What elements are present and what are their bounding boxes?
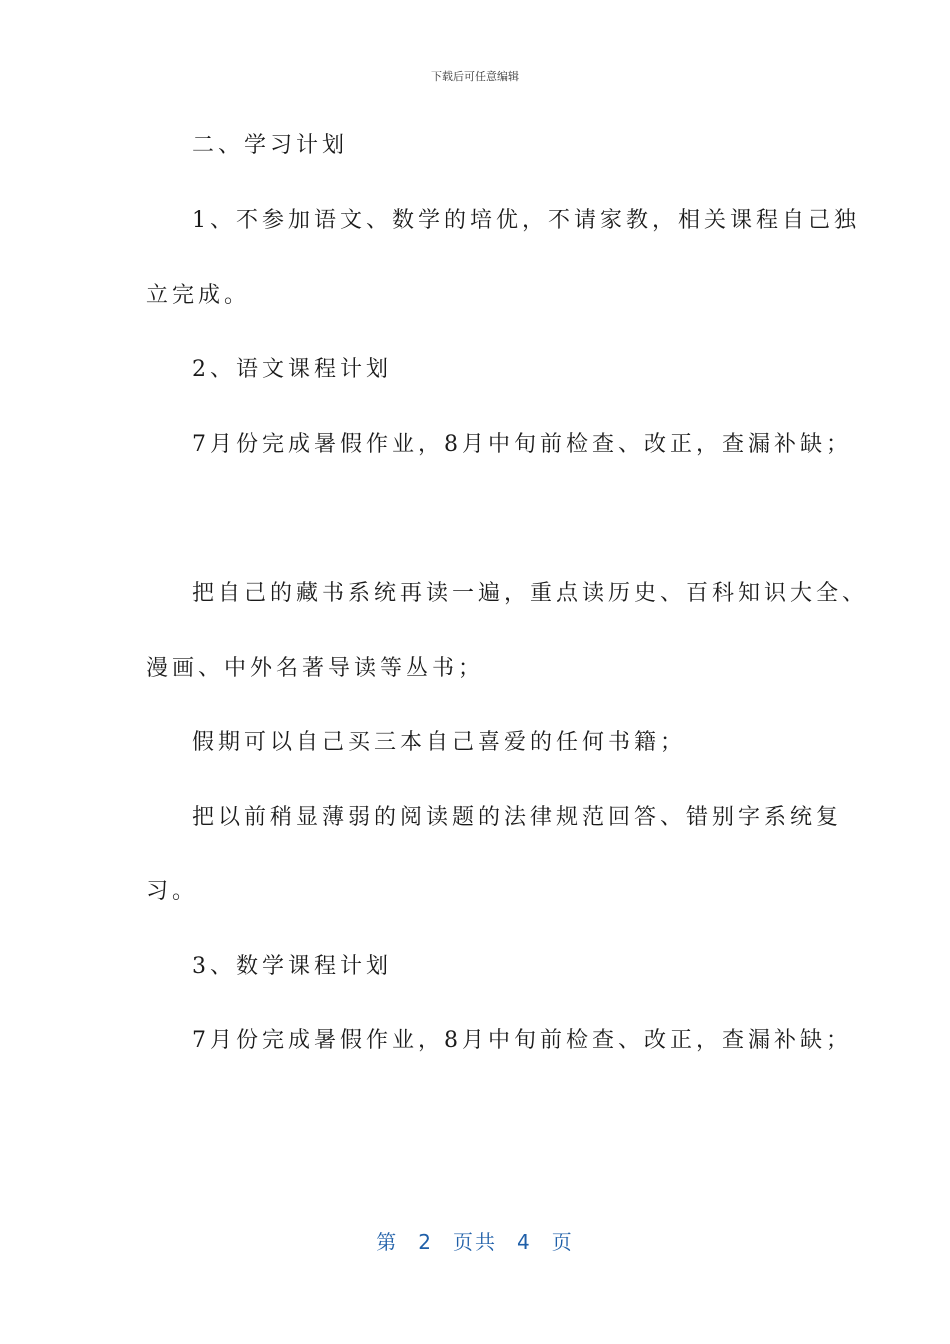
paragraph-line: 把以前稍显薄弱的阅读题的法律规范回答、错别字系统复 (192, 805, 843, 830)
paragraph-line: 习。 (146, 879, 199, 904)
paragraph-line: 立完成。 (146, 283, 251, 308)
footer-suffix: 页 (551, 1230, 574, 1254)
footer-prefix: 第 (376, 1230, 399, 1254)
total-page-count: 4 (517, 1230, 532, 1254)
current-page-number: 2 (418, 1230, 433, 1254)
page-header-note: 下载后可任意编辑 (431, 70, 519, 83)
subheading-chinese-plan: 2、语文课程计划 (192, 357, 392, 382)
footer-middle: 页共 (453, 1230, 497, 1254)
paragraph-line: 7月份完成暑假作业，8月中旬前检查、改正，查漏补缺； (192, 1028, 852, 1053)
paragraph-line: 假期可以自己买三本自己喜爱的任何书籍； (192, 730, 687, 755)
subheading-math-plan: 3、数学课程计划 (192, 954, 392, 979)
paragraph-line: 把自己的藏书系统再读一遍，重点读历史、百科知识大全、 (192, 581, 869, 606)
section-heading-study-plan: 二、学习计划 (192, 133, 349, 158)
paragraph-line: 1、不参加语文、数学的培优，不请家教，相关课程自己独 (192, 208, 860, 233)
page-number-footer (0, 1226, 950, 1255)
paragraph-line: 漫画、中外名著导读等丛书； (146, 656, 485, 681)
paragraph-line: 7月份完成暑假作业，8月中旬前检查、改正，查漏补缺； (192, 432, 852, 457)
